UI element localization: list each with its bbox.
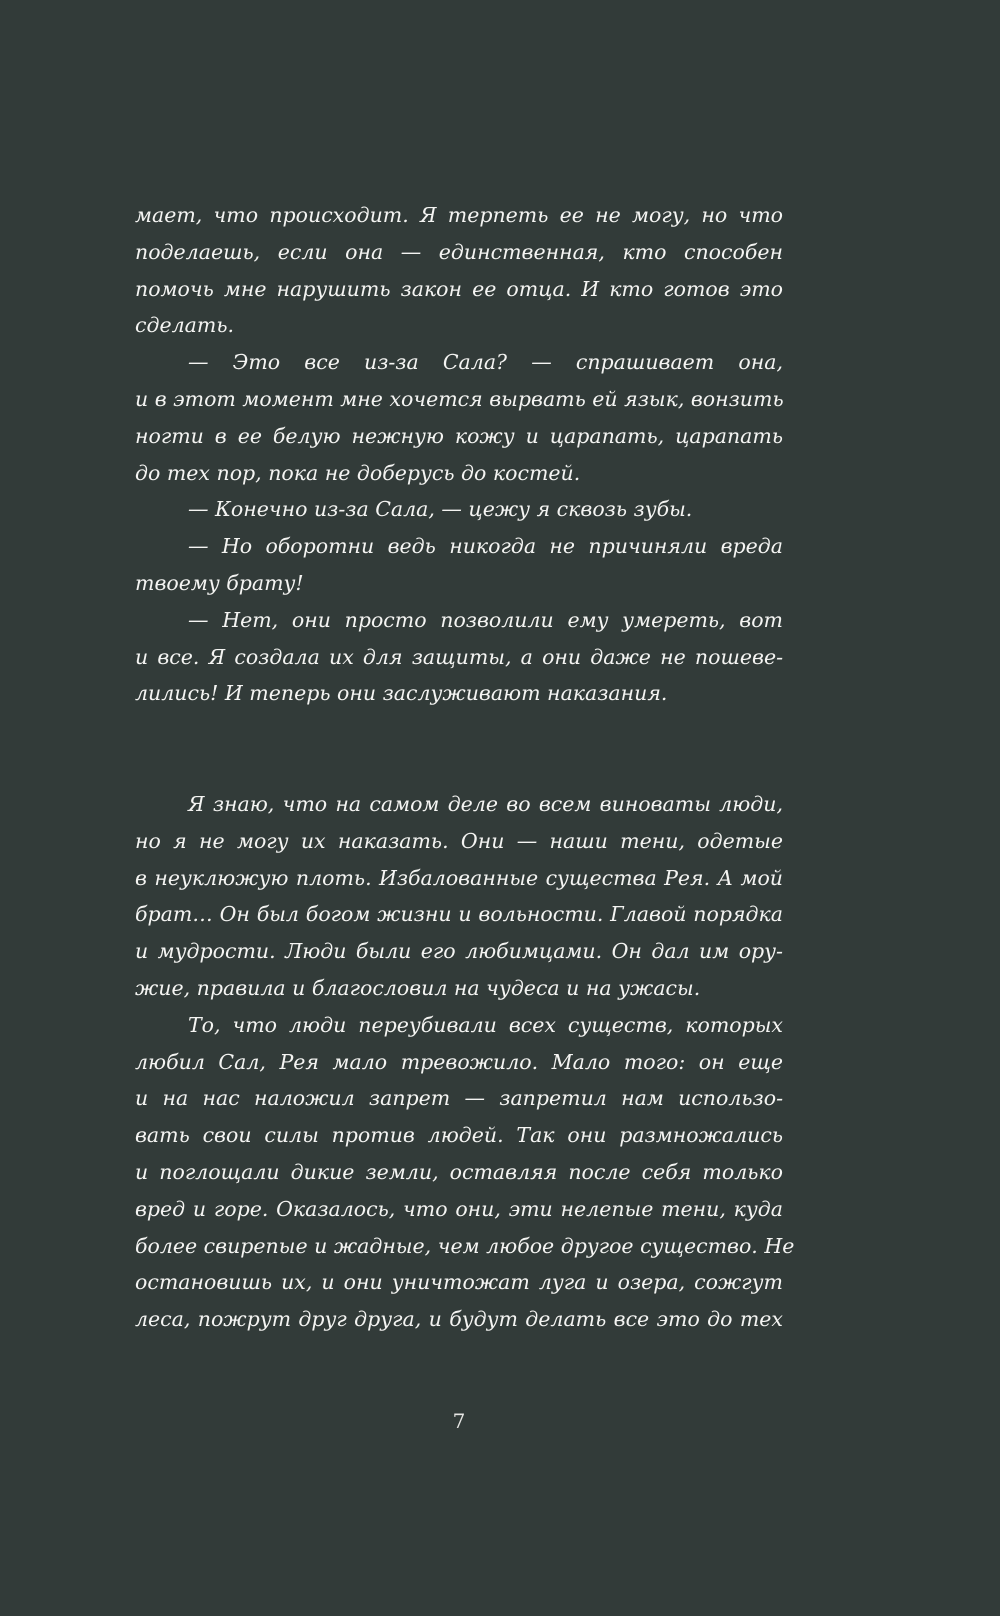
- text-line: и поглощали дикие земли, оставляя после себя только: [135, 1159, 783, 1184]
- text-line: и мудрости. Люди были его любимцами. Он дал им ору-: [135, 939, 783, 964]
- text-line: сделать.: [135, 313, 234, 338]
- text-line: брат… Он был богом жизни и вольности. Главой порядка: [135, 902, 783, 927]
- page-number: 7: [452, 1409, 466, 1433]
- text-line: — Конечно из-за Сала, — цежу я сквозь зубы.: [188, 497, 693, 522]
- text-line: — Но оборотни ведь никогда не причиняли вреда: [188, 534, 783, 559]
- text-line: мает, что происходит. Я терпеть ее не могу, но что: [135, 203, 783, 227]
- text-line: ногти в ее белую нежную кожу и царапать, царапать: [135, 423, 783, 448]
- text-line: вать свои силы против людей. Так они размножались: [135, 1123, 783, 1148]
- text-line: лились! И теперь они заслуживают наказания.: [135, 681, 668, 706]
- text-line: То, что люди переубивали всех существ, которых: [188, 1012, 783, 1037]
- text-line: до тех пор, пока не доберусь до костей.: [135, 460, 581, 485]
- text-line: в неуклюжую плоть. Избалованные существа Рея. А мой: [135, 865, 783, 890]
- text-line: более свирепые и жадные, чем любое другое существо. Не: [135, 1233, 795, 1258]
- text-line: помочь мне нарушить закон ее отца. И кто готов это: [135, 276, 783, 301]
- text-section-2: [135, 786, 795, 1338]
- text-line: но я не могу их наказать. Они — наши тени, одетые: [135, 828, 783, 853]
- text-line: поделаешь, если она — единственная, кто способен: [135, 239, 783, 264]
- text-line: жие, правила и благословил на чудеса и на ужасы.: [135, 975, 701, 1000]
- text-line: — Это все из-за Сала? — спрашивает она,: [188, 350, 783, 375]
- text-line: твоему брату!: [135, 570, 304, 595]
- text-line: любил Сал, Рея мало тревожило. Мало того: он еще: [135, 1049, 783, 1074]
- text-line: и все. Я создала их для защиты, а они даже не пошеве-: [135, 644, 783, 669]
- text-line: вред и горе. Оказалось, что они, эти нелепые тени, куда: [135, 1196, 783, 1221]
- text-line: остановишь их, и они уничтожат луга и озера, сожгут: [135, 1270, 783, 1295]
- text-line: леса, пожрут друг друга, и будут делать все это до тех: [135, 1307, 783, 1332]
- text-line: и в этот момент мне хочется вырвать ей язык, вонзить: [135, 386, 784, 411]
- text-section-1: [135, 197, 783, 712]
- text-line: — Нет, они просто позволили ему умереть, вот: [188, 607, 783, 632]
- text-line: Я знаю, что на самом деле во всем виноваты люди,: [188, 792, 783, 816]
- text-line: и на нас наложил запрет — запретил нам использо-: [135, 1086, 783, 1111]
